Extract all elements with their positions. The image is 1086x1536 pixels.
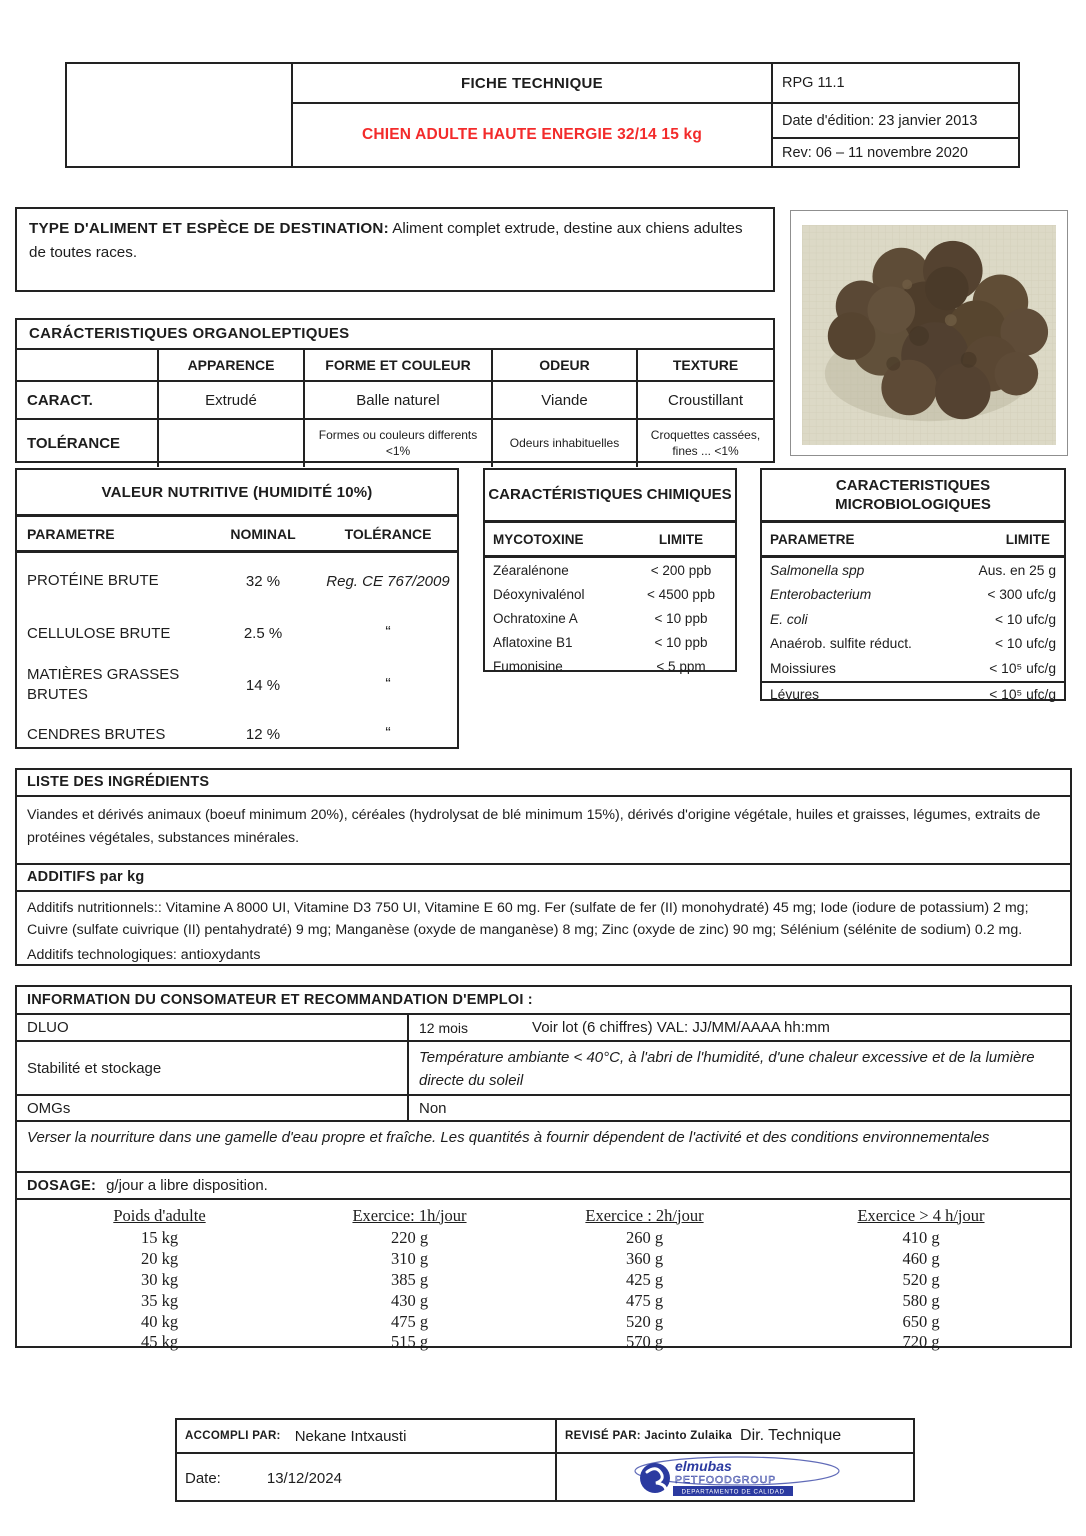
consumer-info-section — [15, 985, 1072, 1352]
organoleptic-header-row — [17, 350, 773, 382]
row-label: OMGs — [17, 1096, 409, 1120]
food-type-section — [15, 207, 775, 292]
ration: 260 g — [625, 1228, 664, 1248]
nutrition-title: VALEUR NUTRITIVE (HUMIDITÉ 10%) — [17, 470, 457, 517]
ration: 520 g — [902, 1269, 940, 1289]
ration: 720 g — [902, 1332, 940, 1352]
logo-department: DEPARTAMENTO DE CALIDAD — [681, 1488, 785, 1496]
column-header: PARAMETRE — [27, 525, 115, 542]
organoleptic-table — [15, 318, 775, 463]
column-header: MYCOTOXINE — [493, 531, 584, 547]
column-header: Exercice > 4 h/jour — [857, 1205, 985, 1225]
ration: 650 g — [902, 1311, 940, 1331]
table-cell: Odeurs inhabituelles — [491, 420, 636, 467]
header-center-column — [293, 64, 771, 166]
parameter: CENDRES BRUTES — [27, 725, 166, 743]
ration: 410 g — [902, 1228, 940, 1248]
table-row — [17, 657, 457, 713]
parameter: PROTÉINE BRUTE — [27, 571, 159, 589]
limit: < 200 ppb — [650, 562, 712, 578]
column-header: PARAMETRE — [770, 531, 855, 547]
weight: 20 kg — [140, 1249, 179, 1269]
table-cell: Croquettes cassées, fines ... <1% — [636, 420, 773, 467]
table-row — [485, 654, 735, 678]
limit: < 4500 ppb — [647, 586, 715, 602]
column-header: LIMITE — [658, 531, 704, 547]
ration: 425 g — [625, 1269, 664, 1289]
table-cell: Formes ou couleurs differents <1% — [303, 420, 491, 467]
weight: 15 kg — [140, 1228, 179, 1248]
column-header: TOLÉRANCE — [344, 525, 432, 542]
ration: 220 g — [390, 1228, 429, 1248]
edition-date: Date d'édition: 23 janvier 2013 — [773, 104, 1018, 139]
ration: 475 g — [390, 1311, 429, 1331]
nominal-value: 32 % — [245, 572, 281, 590]
nominal-value: 12 % — [245, 725, 281, 743]
table-row — [762, 607, 1064, 632]
table-row — [485, 558, 735, 582]
weight: 35 kg — [140, 1290, 179, 1310]
mycotoxin: Zéaralénone — [493, 562, 569, 578]
nutrition-header-row — [17, 517, 457, 553]
ration: 580 g — [902, 1290, 940, 1310]
row-label: DLUO — [17, 1015, 409, 1040]
ingredients-title: LISTE DES INGRÉDIENTS — [17, 770, 1070, 797]
table-row — [17, 1249, 1070, 1270]
dosage-header-row — [17, 1203, 1070, 1228]
row-value: Non — [419, 1099, 447, 1117]
mycotoxin: Fumonisine — [493, 658, 563, 674]
table-row — [762, 681, 1064, 708]
prepared-by-cell — [177, 1420, 557, 1454]
table-row — [762, 632, 1064, 657]
table-row — [17, 553, 457, 609]
table-row — [17, 713, 457, 755]
limit: < 10⁵ ufc/g — [989, 660, 1056, 676]
dluo-lot-info: Voir lot (6 chiffres) VAL: JJ/MM/AAAA hh:mm — [532, 1019, 830, 1036]
parameter: MATIÈRES GRASSES BRUTES — [27, 665, 180, 703]
parameter: Salmonella spp — [770, 562, 865, 578]
additives-text — [17, 892, 1070, 966]
table-cell — [157, 420, 303, 467]
consumer-info-title: INFORMATION DU CONSOMATEUR ET RECOMMANDATION D'EMPLOI : — [17, 987, 1070, 1015]
column-header: ODEUR — [491, 350, 636, 380]
column-header: TEXTURE — [636, 350, 773, 380]
nominal-value: 2.5 % — [243, 624, 283, 642]
additives-title: ADDITIFS par kg — [17, 863, 1070, 892]
ration: 515 g — [390, 1332, 429, 1352]
prepared-by-label: ACCOMPLI PAR: — [185, 1430, 281, 1442]
organoleptic-title: CARÁCTERISTIQUES ORGANOLEPTIQUES — [17, 320, 773, 350]
microbiological-title: CARACTERISTIQUES MICROBIOLOGIQUES — [762, 470, 1064, 523]
nominal-value: 14 % — [245, 676, 281, 694]
table-row — [485, 582, 735, 606]
document-title: FICHE TECHNIQUE — [293, 64, 771, 104]
parameter: Enterobacterium — [770, 587, 872, 603]
table-row — [485, 606, 735, 630]
limit: < 10⁵ ufc/g — [989, 687, 1056, 703]
limit: < 5 ppm — [656, 658, 706, 674]
table-row — [762, 583, 1064, 608]
table-row — [17, 609, 457, 657]
tolerance-value: “ — [385, 725, 391, 742]
revised-by-cell — [557, 1420, 913, 1454]
revision: Rev: 06 – 11 novembre 2020 — [782, 144, 968, 161]
omg-row — [17, 1096, 1070, 1122]
dosage-text: g/jour a libre disposition. — [106, 1177, 268, 1194]
row-value: Température ambiante < 40°C, à l'abri de l'humidité, d'une chaleur excessive et de la lumière directe du soleil — [419, 1049, 1035, 1089]
limit: < 10 ppb — [654, 610, 708, 626]
column-header: LIMITE — [1005, 531, 1050, 547]
logo-name: elmubas — [675, 1458, 732, 1474]
logo-group: PETFOODGROUP — [675, 1474, 777, 1486]
mycotoxin: Déoxynivalénol — [493, 586, 585, 602]
additives-nutritional: Additifs nutritionnels:: Vitamine A 8000 UI, Vitamine D3 750 UI, Vitamine E 60 mg. Fer (sulfate de fer (II) monohydraté) 45 mg; Iode (iodure de potassium) 2 mg; Cuivre (sulfate cuivrique (II) pentahydraté) 9 mg; Manganèse (oxyde de manganèse) 8 mg; Zinc (oxyde de zinc) 90 mg; Sélénium (sélénite de sodium) 0.2 mg. — [27, 900, 1029, 938]
microbiological-header-row — [762, 523, 1064, 558]
header-table — [65, 62, 1020, 168]
ration: 460 g — [902, 1249, 940, 1269]
column-header: FORME ET COULEUR — [303, 350, 491, 380]
company-logo — [625, 1454, 845, 1502]
column-header: Exercice : 2h/jour — [585, 1205, 704, 1225]
ration: 385 g — [390, 1269, 429, 1289]
dosage-table — [17, 1200, 1070, 1353]
table-row — [17, 1332, 1070, 1353]
parameter: Anaérob. sulfite réduct. — [770, 636, 912, 652]
table-row — [17, 1290, 1070, 1311]
date-value: 13/12/2024 — [266, 1469, 342, 1487]
mycotoxin: Aflatoxine B1 — [493, 634, 573, 650]
table-row — [762, 558, 1064, 583]
organoleptic-header-empty — [17, 350, 157, 380]
column-header: Poids d'adulte — [113, 1205, 206, 1225]
dluo-months: 12 mois — [419, 1019, 469, 1036]
kibble-photo — [790, 210, 1068, 456]
limit: < 10 ufc/g — [995, 636, 1056, 652]
table-row — [762, 656, 1064, 681]
ration: 310 g — [390, 1249, 429, 1269]
column-header: Exercice: 1h/jour — [352, 1205, 467, 1225]
limit: < 10 ppb — [654, 634, 708, 650]
date-cell — [177, 1454, 557, 1502]
limit: Aus. en 25 g — [978, 562, 1056, 578]
tolerance-value: “ — [385, 676, 391, 693]
chemical-header-row — [485, 523, 735, 558]
parameter: Lévures — [770, 687, 820, 703]
weight: 30 kg — [140, 1269, 179, 1289]
chemical-title: CARACTÉRISTIQUES CHIMIQUES — [485, 470, 735, 523]
usage-note: Verser la nourriture dans une gamelle d'eau propre et fraîche. Les quantités à fournir dépendent de l'activité et des conditions environnementales — [17, 1122, 1070, 1173]
column-header: APPARENCE — [157, 350, 303, 380]
dluo-row — [17, 1015, 1070, 1042]
document-code: RPG 11.1 — [773, 64, 1018, 104]
table-row — [17, 1311, 1070, 1332]
table-row — [17, 1270, 1070, 1291]
revised-by-label: REVISÉ PAR: Jacinto Zulaika — [565, 1430, 733, 1442]
parameter: CELLULOSE BRUTE — [27, 624, 171, 642]
tolerance-value: Reg. CE 767/2009 — [326, 572, 450, 590]
table-row — [17, 1228, 1070, 1249]
food-type-label: TYPE D'ALIMENT ET ESPÈCE DE DESTINATION: — [29, 220, 389, 237]
limit: < 10 ufc/g — [995, 611, 1056, 627]
dosage-label-row — [17, 1173, 1070, 1200]
row-value — [409, 1015, 1070, 1040]
column-header: NOMINAL — [230, 525, 296, 542]
table-cell: Croustillant — [636, 382, 773, 418]
chemical-table — [483, 468, 737, 672]
tolerance-value: “ — [385, 624, 391, 641]
header-right-column — [771, 64, 1018, 166]
table-row — [17, 382, 773, 420]
weight: 40 kg — [140, 1311, 179, 1331]
weight: 45 kg — [140, 1332, 179, 1352]
parameter: Moissiures — [770, 660, 836, 676]
table-row — [17, 420, 773, 467]
microbiological-table — [760, 468, 1066, 701]
prepared-by-name: Nekane Intxausti — [294, 1427, 407, 1445]
limit: < 300 ufc/g — [987, 587, 1056, 603]
mycotoxin: Ochratoxine A — [493, 610, 578, 626]
table-row — [485, 630, 735, 654]
table-cell: Balle naturel — [303, 382, 491, 418]
date-label: Date: — [185, 1469, 221, 1487]
signature-table — [175, 1418, 915, 1502]
ration: 475 g — [625, 1290, 664, 1310]
dosage-label: DOSAGE: — [27, 1177, 97, 1194]
food-type-text: Aliment complet extrude, destine aux chiens adultes de toutes races. — [29, 220, 743, 261]
ration: 360 g — [625, 1249, 664, 1269]
kibble-photo-illustration — [802, 225, 1056, 445]
ingredients-text: Viandes et dérivés animaux (boeuf minimum 20%), céréales (hydrolysat de blé minimum 15%), dérivés d'origine végétale, huiles et graisses, légumes, extraits de protéines végétales, substances minérales. — [27, 807, 1041, 846]
logo-cell — [557, 1454, 913, 1502]
row-label: TOLÉRANCE — [27, 434, 121, 452]
table-cell: Extrudé — [157, 382, 303, 418]
ingredients-section — [15, 768, 1072, 966]
nutrition-table — [15, 468, 459, 749]
revised-by-role: Dir. Technique — [740, 1427, 842, 1444]
row-label: Stabilité et stockage — [17, 1042, 409, 1094]
table-cell: Viande — [491, 382, 636, 418]
product-name: CHIEN ADULTE HAUTE ENERGIE 32/14 15 kg — [361, 126, 703, 143]
ration: 520 g — [625, 1311, 664, 1331]
stability-row — [17, 1042, 1070, 1096]
header-logo-placeholder — [67, 64, 293, 166]
additives-technological: Additifs technologiques: antioxydants — [27, 947, 261, 963]
ration: 570 g — [625, 1332, 664, 1352]
row-label: CARACT. — [27, 391, 93, 409]
parameter: E. coli — [770, 611, 808, 627]
ration: 430 g — [390, 1290, 429, 1310]
